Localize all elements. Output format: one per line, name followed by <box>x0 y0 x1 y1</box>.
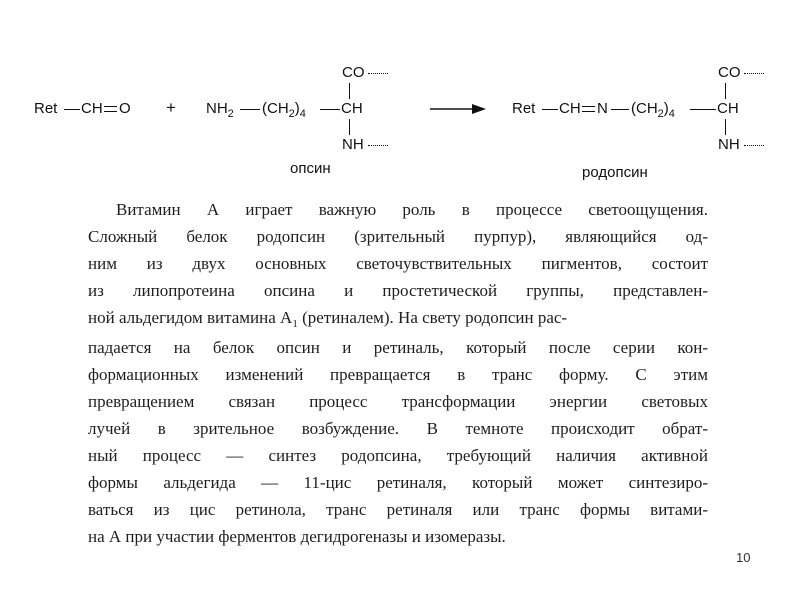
label-rhodopsin: родопсин <box>582 164 648 181</box>
text-line: формы альдегида — 11-цис ретиналя, который может синтезиро- <box>88 473 708 492</box>
text-line: падается на белок опсин и ретиналь, который после серии кон- <box>88 338 708 357</box>
label-opsin: опсин <box>290 160 331 177</box>
bond-line <box>690 109 716 110</box>
dotted-bond <box>744 145 764 146</box>
double-bond <box>582 106 595 112</box>
ret-group: Ret <box>512 100 536 117</box>
methylene-chain: $(CH_2)_4$ <box>631 100 675 120</box>
nh-group: NH <box>718 136 740 153</box>
amino-group: $NH_2$ <box>206 100 234 120</box>
ch-group: CH <box>341 100 363 117</box>
co-group: CO <box>718 64 741 81</box>
dotted-bond <box>368 145 388 146</box>
text-line: Витамин А играет важную роль в процессе светоощущения. <box>116 200 708 219</box>
text-line: превращением связан процесс трансформации энергии световых <box>88 392 708 411</box>
text-line: ваться из цис ретинола, транс ретиналя или транс формы витами- <box>88 500 708 519</box>
text-line: Сложный белок родопсин (зрительный пурпур), являющийся од- <box>88 227 708 246</box>
dotted-bond <box>744 73 764 74</box>
bond-line <box>349 83 350 99</box>
plus-sign: + <box>166 98 176 117</box>
bond-line <box>611 109 629 110</box>
bond-line <box>320 109 340 110</box>
oxygen-atom: O <box>119 100 131 117</box>
bond-line <box>542 109 558 110</box>
page-number: 10 <box>736 550 751 565</box>
bond-line <box>240 109 260 110</box>
text-line: лучей в зрительное возбуждение. В темноте происходит обрат- <box>88 419 708 438</box>
bond-line <box>725 83 726 99</box>
ch-group: CH <box>81 100 103 117</box>
text-line: на А при участии ферментов дегидрогеназы и изомеразы. <box>88 527 506 546</box>
ch-group: CH <box>559 100 581 117</box>
text-line: ной альдегидом витамина $А_1$ (ретиналем). На свету родопсин рас- <box>88 308 568 330</box>
ret-group: Ret <box>34 100 58 117</box>
text-line: ный процесс — синтез родопсина, требующий наличия активной <box>88 446 708 465</box>
ch-group: CH <box>717 100 739 117</box>
subscript: 1 <box>292 318 298 330</box>
nh-group: NH <box>342 136 364 153</box>
bond-line <box>64 109 80 110</box>
methylene-chain: $(CH_2)_4$ <box>262 100 306 120</box>
text-line: из липопротеина опсина и простетической группы, представлен- <box>88 281 708 300</box>
bond-line <box>349 119 350 135</box>
text-line: ним из двух основных светочувствительных пигментов, состоит <box>88 254 708 273</box>
text-line: формационных изменений превращается в транс форму. С этим <box>88 365 708 384</box>
paragraph <box>88 196 708 550</box>
bond-line <box>725 119 726 135</box>
dotted-bond <box>368 73 388 74</box>
nitrogen-atom: N <box>597 100 608 117</box>
reaction-arrow <box>428 101 488 117</box>
double-bond <box>104 106 117 112</box>
co-group: CO <box>342 64 365 81</box>
